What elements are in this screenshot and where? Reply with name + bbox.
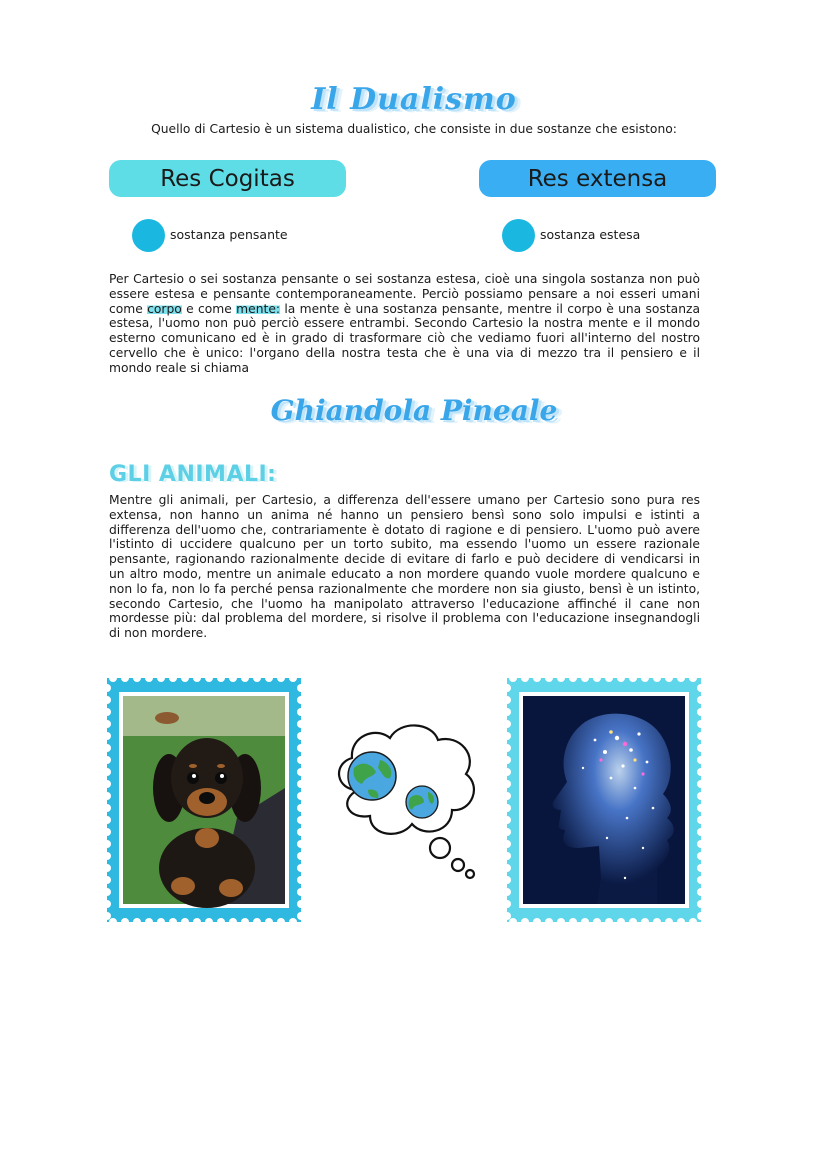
stamp-frame bbox=[107, 678, 301, 922]
animals-paragraph: Mentre gli animali, per Cartesio, a differenza dell'essere umano per Cartesio sono pura res extensa, non hanno un anima né hanno un pensiero bensì sono solo impulsi e istinti a differenza dell'uomo che, contrariamente è dotato di ragione e di pensiero. L'uomo può avere l'istinto di uccidere qualcuno per un torto subito, ma essendo l'uomo un essere razionale pensante, ragionando razionalmente decide di evitare di farlo e può decidere di vendicarsi in un altro modo, mentre un animale educato a non mordere quando vuole mordere qualcuno e non lo fa, non lo fa perché pensa razionalmente che mordere non sia giusto, bensì è un istinto, secondo Cartesio, che l'uomo ha manipolato attraverso l'educazione affinché il cane non mordesse più: dal problema del mordere, si risolve il problema con l'educazione insegnandogli di non mordere. bbox=[109, 493, 700, 641]
highlight-corpo: corpo bbox=[147, 301, 182, 316]
globe-icon bbox=[348, 752, 396, 800]
globe-icon bbox=[406, 786, 438, 818]
bullet-dot-icon bbox=[502, 219, 535, 252]
digital-head-brain bbox=[523, 696, 685, 904]
dog-photo-stamp bbox=[107, 678, 301, 922]
dualism-paragraph bbox=[109, 272, 700, 376]
res-extensa-pill: Res extensa bbox=[479, 160, 716, 197]
highlight-mente: mente: bbox=[236, 301, 281, 316]
animals-heading: GLI ANIMALI: bbox=[109, 462, 277, 487]
stamp-frame bbox=[507, 678, 701, 922]
res-cogitas-pill: Res Cogitas bbox=[109, 160, 346, 197]
paragraph-text: la mente è una sostanza pensante, mentre il corpo è una sostanza estesa, l'uomo non può perciò essere entrambi. Secondo Cartesio la nostra mente e il mondo esterno comunicano ed è in grado di trasformare ciò che vediamo fuori all'interno del nostro cervello che è unico: l'organo della nostra testa che è una via di mezzo tra il pensiero e il mondo reale si chiama bbox=[109, 301, 700, 375]
page-title: Il Dualismo bbox=[311, 82, 517, 117]
dachshund-puppy-photo bbox=[123, 696, 285, 908]
digital-head-stamp bbox=[507, 678, 701, 922]
thought-cloud-globes bbox=[328, 720, 480, 880]
res-extensa-description: sostanza estesa bbox=[540, 227, 641, 242]
paragraph-text: e come bbox=[181, 301, 237, 316]
bullet-dot-icon bbox=[132, 219, 165, 252]
paragraph-text: Per Cartesio o sei sostanza pensante o sei sostanza estesa, cioè una singola sostanza non può essere estesa e pensante contemporaneamente. Perciò possiamo pensare a noi esseri umani come bbox=[109, 272, 700, 316]
intro-text: Quello di Cartesio è un sistema dualistico, che consiste in due sostanze che esistono: bbox=[151, 122, 677, 136]
res-cogitas-description: sostanza pensante bbox=[170, 227, 288, 242]
pineal-gland-title: Ghiandola Pineale bbox=[270, 394, 558, 427]
